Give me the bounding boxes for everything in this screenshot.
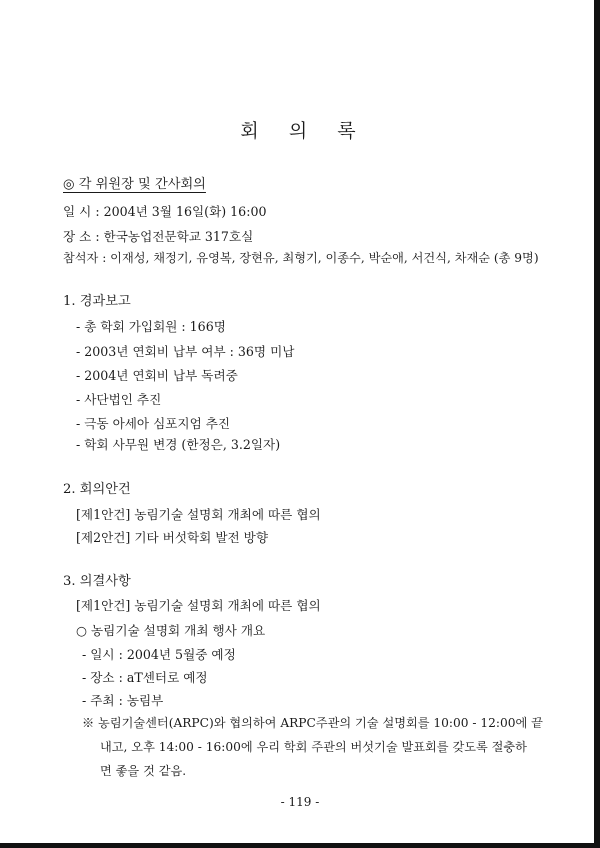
section-3-title: 3. 의결사항 (63, 574, 131, 589)
meeting-attendees: 참석자 : 이재성, 채정기, 유영복, 장현유, 최형기, 이종수, 박순애, 서건식, 차재순 (총 9명) (63, 251, 539, 265)
list-item: - 학회 사무원 변경 (한정은, 3.2일자) (76, 437, 281, 452)
event-overview: ○ 농림기술 설명회 개최 행사 개요 (76, 623, 266, 638)
section-2-title: 2. 회의안건 (63, 482, 131, 497)
page-number: - 119 - (280, 795, 320, 809)
section-1-title: 1. 경과보고 (63, 294, 131, 309)
list-item: [제1안건] 농림기술 설명회 개최에 따른 협의 (76, 507, 321, 522)
list-item: - 2004년 연회비 납부 독려중 (76, 368, 238, 383)
document-title: 회 의 록 (240, 120, 360, 142)
list-item: - 총 학회 가입회원 : 166명 (76, 319, 226, 334)
resolution-agenda: [제1안건] 농림기술 설명회 개최에 따른 협의 (76, 598, 321, 613)
note-line: 내고, 오후 14:00 - 16:00에 우리 학회 주관의 버섯기술 발표회를 갖도록 절충하 (100, 740, 527, 754)
meeting-heading: ◎ 각 위원장 및 간사회의 (63, 177, 206, 192)
list-item: - 장소 : aT센터로 예정 (82, 670, 208, 685)
meeting-place: 장 소 : 한국농업전문학교 317호실 (63, 229, 254, 244)
list-item: - 극동 아세아 심포지엄 추진 (76, 416, 231, 431)
list-item: - 주최 : 농림부 (82, 693, 164, 708)
list-item: - 일시 : 2004년 5월중 예정 (82, 647, 236, 662)
list-item: [제2안건] 기타 버섯학회 발전 방향 (76, 530, 269, 545)
note-line: 면 좋을 것 같음. (100, 764, 187, 778)
list-item: - 2003년 연회비 납부 여부 : 36명 미납 (76, 344, 295, 359)
page-edge-bottom (0, 843, 600, 848)
list-item: - 사단법인 추진 (76, 392, 162, 407)
note-line: ※ 농림기술센터(ARPC)와 협의하여 ARPC주관의 기술 설명회를 10:00 - 12:00에 끝 (82, 716, 543, 730)
meeting-date: 일 시 : 2004년 3월 16일(화) 16:00 (63, 204, 267, 219)
